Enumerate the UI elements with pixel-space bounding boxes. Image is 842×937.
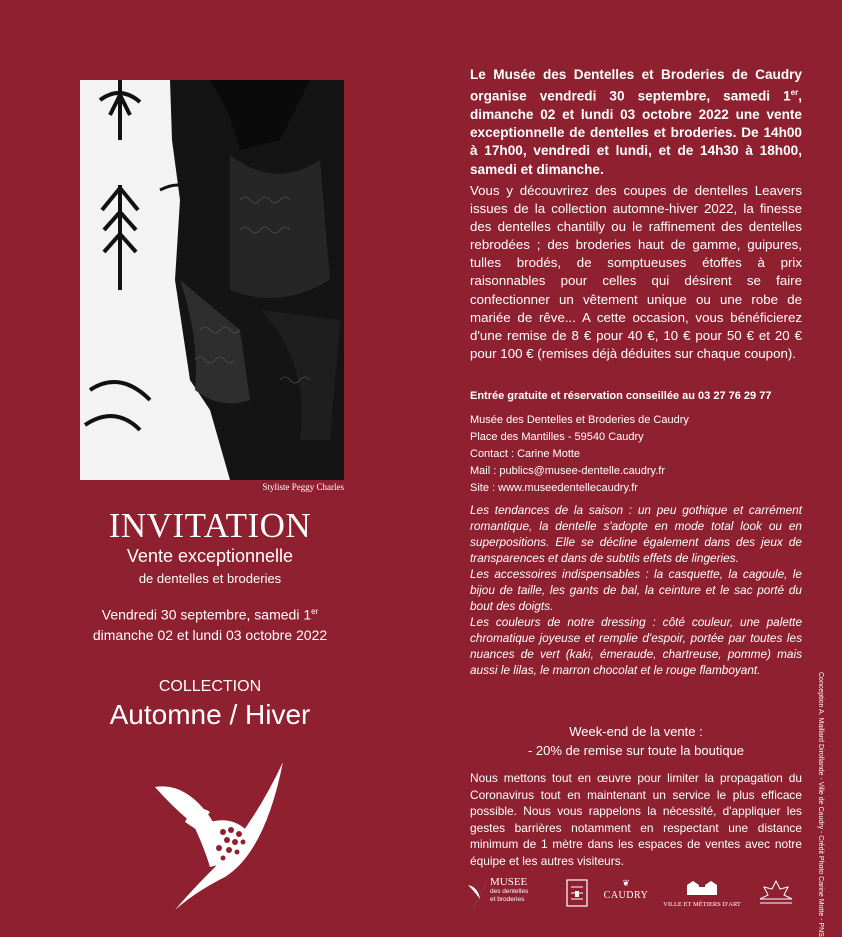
weekend-line-1: Week-end de la vente :	[569, 724, 703, 739]
invitation-dates	[60, 602, 360, 645]
dates-line-2: dimanche 02 et lundi 03 octobre 2022	[92, 626, 328, 643]
intro-superscript: er	[790, 88, 799, 98]
lace-dress-illustration	[80, 80, 344, 480]
ville-metiers-crest-icon	[685, 879, 719, 895]
dates-superscript: er	[311, 607, 319, 616]
address-name: Musée des Dentelles et Broderies de Caudry	[470, 414, 689, 426]
ville-metiers-logo	[662, 879, 742, 913]
intro-paragraph	[470, 66, 802, 179]
musee-logo-line3: et broderies	[490, 896, 525, 903]
weekend-offer	[470, 722, 802, 760]
fashion-photo	[80, 80, 344, 480]
address-mail[interactable]: Mail : publics@musee-dentelle.caudry.fr	[470, 465, 665, 477]
address-site[interactable]: Site : www.museedentellecaudry.fr	[470, 482, 638, 494]
trends-paragraph-1: Les tendances de la saison : un peu gothique et carrément romantique, la dentelle s'adopte en mode total look ou en superpositions. Elle se décline également dans des jeux de transparences et dans de subtils effets de lingeries.	[470, 503, 802, 565]
musee-logo-title: MUSEE	[490, 876, 528, 888]
dates-line-1: Vendredi 30 septembre, samedi 1	[101, 606, 312, 623]
swallow-logo-icon	[155, 762, 295, 912]
caudry-crest-icon: ❦	[622, 878, 630, 888]
collection-label: COLLECTION	[158, 678, 262, 695]
trends-block	[470, 502, 802, 678]
invitation-subtitle-2: de dentelles et broderies	[138, 571, 282, 586]
museum-building-icon	[566, 879, 588, 907]
season-title: Automne / Hiver	[109, 699, 311, 730]
trends-paragraph-3: Les couleurs de notre dressing : côté couleur, une palette chromatique joyeuse et remplie d'espoir, portée par toutes les nuances de vert (kaki, émeraude, chartreuse, pomme) mais aussi le lilas, le marron chocolat et le rouge flamboyant.	[470, 615, 802, 677]
trends-paragraph-2: Les accessoires indispensables : la casquette, la cagoule, le bijou de taille, les gants de bal, la ceinture et le sac porté du bout des doigts.	[470, 567, 802, 613]
musee-swallow-icon	[468, 877, 490, 911]
address-block	[470, 412, 802, 497]
partner-logos	[468, 875, 808, 915]
address-street: Place des Mantilles - 59540 Caudry	[470, 431, 644, 443]
ville-metiers-text: VILLE ET MÉTIERS D'ART	[663, 901, 741, 908]
intro-text-b: , dimanche 02 et lundi 03 octobre 2022 une vente exceptionnelle de dentelles et broderies. De 14h00 à 17h00, vendredi et lundi, et de 14h30 à 18h00, samedi et dimanche.	[470, 88, 802, 177]
caudry-logo-text: CAUDRY	[603, 890, 649, 901]
description-paragraph: Vous y découvrirez des coupes de dentelles Leavers issues de la collection automne-hiver 2022, la finesse des dentelles chantilly ou le raffinement des dentelles rebrodées ; des broderies haut de gamme, guipures, tulles brodés, de somptueuses étoffes à prix raisonnables pour celles qui désirent se faire confectionner un vêtement unique ou une robe de mariée de rêve... A cette occasion, vous bénéficierez d'une remise de 8 € pour 40 €, 10 € pour 50 € et 20 € pour 100 € (remises déjà déduites sur chaque coupon).	[470, 183, 802, 361]
musee-logo	[468, 877, 540, 913]
address-contact: Contact : Carine Motte	[470, 448, 581, 460]
musee-logo-line2: des dentelles	[490, 888, 529, 895]
caudry-logo	[601, 877, 651, 911]
invitation-title: INVITATION	[108, 506, 312, 545]
intro-text-a: Le Musée des Dentelles et Broderies de Caudry organise vendredi 30 septembre, samedi 1	[470, 67, 802, 104]
vertical-credit: Conception A. Maillard Dirollande - Ville de Caudry - Crédit Photo Carine Motte - PNS	[817, 672, 824, 937]
entry-info: Entrée gratuite et réservation conseillée au 03 27 76 29 77	[470, 390, 772, 402]
invitation-subtitle: Vente exceptionnelle	[126, 546, 294, 566]
photo-credit: Styliste Peggy Charles	[262, 482, 344, 492]
covid-notice: Nous mettons tout en œuvre pour limiter la propagation du Coronavirus tout en maintenant un service le plus efficace possible. Nous vous rappelons la nécessité, d'appliquer les gestes barrières notamment en respectant une distance minimum de 1 mètre dans les espaces de ventes avec notre équipe et les autres visiteurs.	[470, 771, 802, 868]
weekend-line-2: - 20% de remise sur toute la boutique	[527, 743, 745, 758]
emblem-logo-icon	[756, 879, 796, 909]
